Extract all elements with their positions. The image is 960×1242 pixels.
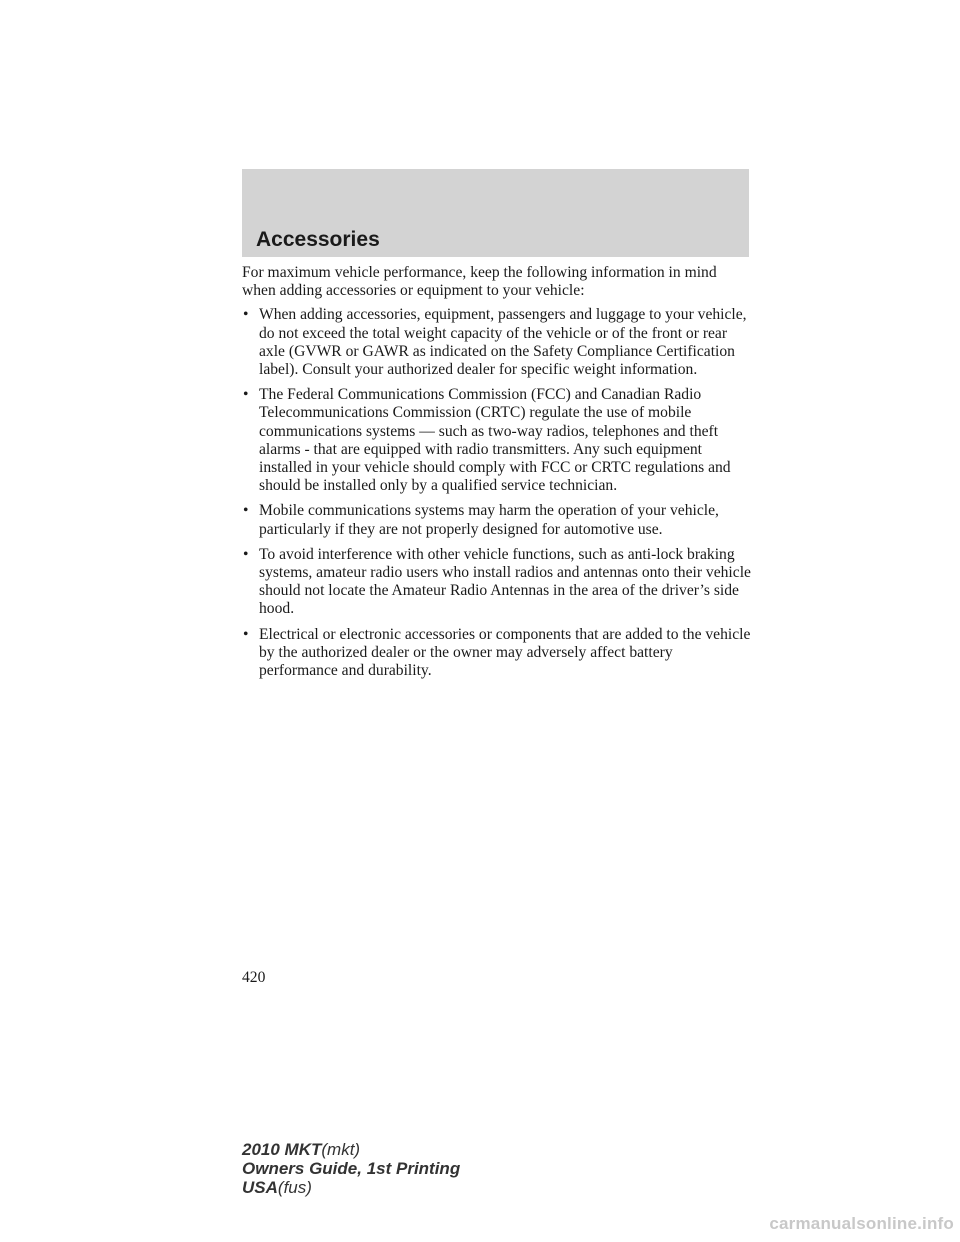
page-number: 420 — [242, 969, 266, 986]
watermark: carmanualsonline.info — [769, 1214, 954, 1233]
footer-model-code: (mkt) — [321, 1140, 361, 1159]
bullet-icon: • — [243, 625, 249, 643]
footer-line-model — [242, 1140, 460, 1159]
bullet-item-antenna — [242, 546, 752, 619]
document-footer — [242, 1140, 460, 1197]
bullet-text: The Federal Communications Commission (FCC) and Canadian Radio Telecommunications Commission (CRTC) regulate the use of mobile communications systems — such as two-way radios, telephones and theft alarms - that are equipped with radio transmitters. Any such equipment installed in your vehicle should comply with FCC or CRTC regulations and should be installed only by a qualified service technician. — [259, 386, 731, 495]
bullet-item-weight — [242, 306, 752, 379]
section-title: Accessories — [256, 228, 380, 251]
bullet-text: When adding accessories, equipment, passengers and luggage to your vehicle, do not exceed the total weight capacity of the vehicle or of the front or rear axle (GVWR or GAWR as indicated on the Safety Compliance Certification label). Consult your authorized dealer for specific weight information. — [259, 306, 747, 379]
page-content — [242, 264, 752, 687]
intro-paragraph: For maximum vehicle performance, keep the following information in mind when adding accessories or equipment to your vehicle: — [242, 264, 717, 300]
footer-guide-edition: Owners Guide, 1st Printing — [242, 1159, 461, 1178]
footer-model: 2010 MKT — [242, 1140, 322, 1159]
bullet-item-electrical — [242, 626, 752, 681]
bullet-text: Electrical or electronic accessories or components that are added to the vehicle by the authorized dealer or the owner may adversely affect battery performance and durability. — [259, 625, 751, 680]
bullet-item-mobile — [242, 502, 752, 538]
bullet-text: Mobile communications systems may harm the operation of your vehicle, particularly if they are not properly designed for automotive use. — [259, 502, 719, 538]
footer-region-code: (fus) — [277, 1178, 312, 1197]
bullet-icon: • — [243, 386, 249, 404]
bullet-text: To avoid interference with other vehicle functions, such as anti-lock braking systems, amateur radio users who install radios and antennas onto their vehicle should not locate the Amateur Radio Antennas in the area of the driver’s side hood. — [259, 545, 751, 618]
footer-line-region — [242, 1178, 460, 1197]
bullet-item-fcc — [242, 386, 752, 495]
section-header-band — [242, 169, 749, 257]
bullet-icon: • — [243, 502, 249, 520]
footer-region: USA — [242, 1178, 278, 1197]
bullet-list — [242, 306, 752, 680]
bullet-icon: • — [243, 545, 249, 563]
bullet-icon: • — [243, 306, 249, 324]
